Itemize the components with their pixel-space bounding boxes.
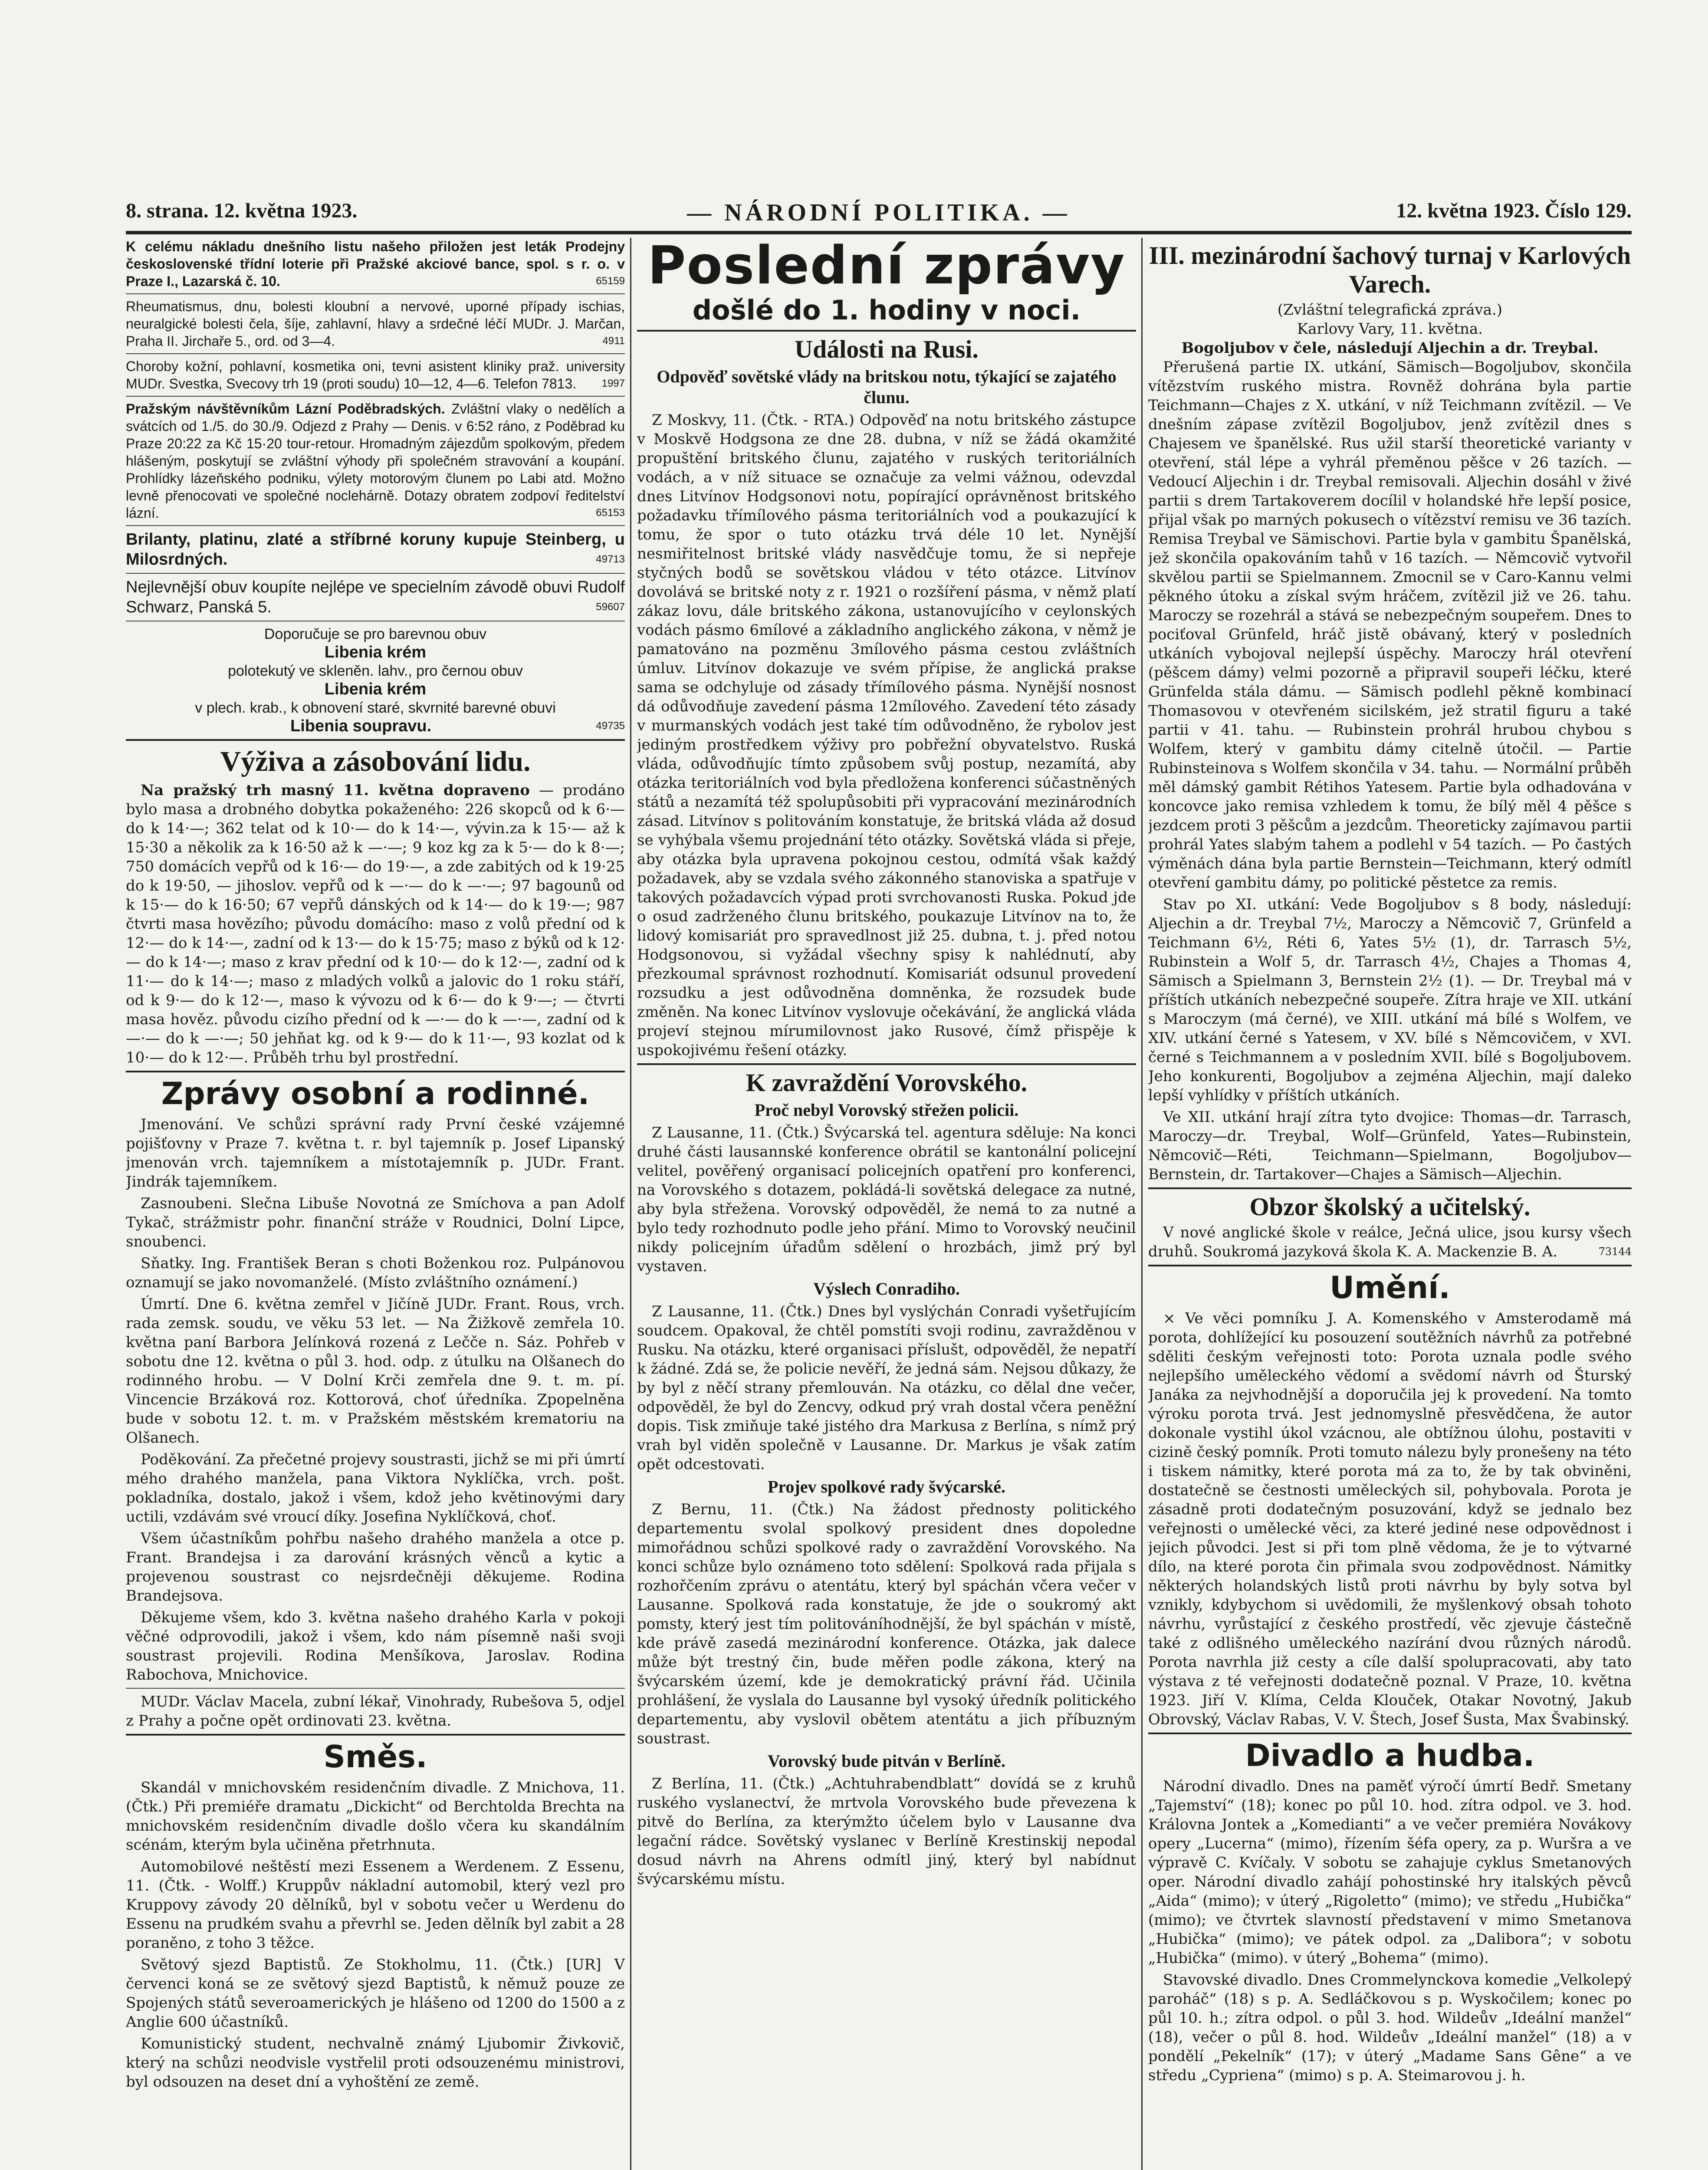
article-subtitle-vorovsky: Proč nebyl Vorovský střežen policii.	[754, 1100, 1019, 1120]
article-federal-council-body: Z Bernu, 11. (Čtk.) Na žádost přednosty politického departementu svolal spolkový president dnes dopoledne mimořádnou schůzi spolkové rady o zavraždění Vorovského. Na konci schůze bylo oznámeno toto sdělení: Spolková rada přijala s rozhořčením zprávu o atentátu, který byl spáchán včera večer v Lausanne. Spolková rada konstatuje, že jde o soukromý akt pomsty, který jest tím politováníhodnější, že byl spáchán v místě, kde právě zasedá mezinárodní konference. Otázka, jak dalece může být trestný čin, bude měřen podle zákona, který na švýcarském území, kde je demokratický právní řád. Učinila prohlášení, že vyslala do Lausanne byl vysoký úředník politického departementu, aby vyslovil obětem atentátu a jich příbuzným soustrast.	[637, 1501, 1136, 1747]
page-header	[126, 196, 1632, 234]
article-russia-body: Z Moskvy, 11. (Čtk. - RTA.) Odpověď na notu britského zástupce v Moskvě Hodgsona ze dne 28. dubna, v níž se žádá okamžité propuštění britského člunu, zajatého v ruských teritoriálních vodách, a v níž situace se označuje za velmi vážnou, odevzdal dnes Litvínov Hodgsonovi notu, popírající oprávněnost britského požadavku třímílového pásma teritoriálních vod a poukazující k tomu, že spor o tuto otázku trvá déle 10 let. Nynější nesmiřitelnost britské vlády nasvědčuje tomu, že si nepřeje styčných bodů se sovětskou vládou v této otázce. Litvínov dovolává se britské noty z r. 1921 o rozšíření pásma, v němž platí zákaz lovu, dále britského zákona, ustanovujícího v ceylonských vodách pásmo 6mílové a základního anglického zákona, v němž je pamatováno na pozměnu 3mílového pásma cestou zvláštních úmluv. Litvínov dokazuje ve svém přípise, že anglická prakse sama se odchyluje od zásady třímílového pásma. Nynější nosnost dá odůvodňuje zavedení pásma 12mílového. Zavedení této zásady v murmanských vodách jest také tím odůvodněno, že rybolov jest jediným prostředkem výživy pro pobřežní obyvatelstvo. Ruská vláda, odůvodňujíc tímto způsobem svůj postup, nezamítá, aby otázka teritoriálních vod byla předložena konferenci súčastněných států a nezamítá též spolupůsobiti při vypracování mezinárodních zásad. Litvínov s politováním konstatuje, že britská vláda až dosud se vyhýbala všemu projednání této otázky. Sovětská vláda si přeje, aby otázka byla upravena pokojnou cestou, odmítá však každý požadavek, aby se vzdala svého zákonného stanoviska a spatřuje v takových požadavcích výpad proti svrchovanosti Ruska. Pokud jde o osud zadrženého člunu britského, poukazuje Litvínov na to, že lidový komisariát pro spravedlnost již 25. dubna, t. j. před notou Hodgsonovou, si vyžádal všechny spisy k nahlédnutí, aby přezkoumal správnost rozhodnutí. Komisariát odsunul provedení rozsudku a jest odůvodněna domněnka, že rozsudek bude změněn. Na konec Litvínov vyslovuje očekávání, že anglická vláda projeví stejnou mírumilovnost jako Rusové, čímž přispěje k uspokojivému řešení otázky.	[637, 411, 1136, 1059]
article-chess-lead: Bogoljubov v čele, následují Aljechin a dr. Treybal.	[1181, 339, 1599, 357]
personal-engagements: Zasnoubeni. Slečna Libuše Novotná ze Smíchova a pan Adolf Tykač, strážmistr pohr. finanční stráže v Roudnici, Dolní Lipce, snoubenci.	[126, 1195, 625, 1250]
article-chess-dateline: Karlovy Vary, 11. května.	[1297, 320, 1483, 338]
article-meat-market: Na pražský trh masný 11. května dopraveno — prodáno bylo masa a drobného dobytka pokaženého: 226 skopců od k 6·— do k 14·—; 362 telat od k 10·— do k 14·—, vývin.za k 15·— až k 15·30 a několik za k 16·50 až k —·—; 9 koz kg za k 5·— do k 8·—; 750 domácích vepřů od k 16·— do 19·—, a zde zabitých od k 19·25 do k 19·50, — jihoslov. vepřů od k —·— do k —·—; 97 bagounů od k 15·— do k 16·50; 67 vepřů dánských od k 14·— do k 19·—; 987 čtvrti masa hovězího; původu domácího: maso z volů přední od k 12·— do k 14·—, zadní od k 13·— do k 15·75; maso z býků od k 12·— do k 14·—; maso z krav přední od k 10·— do k 12·—, zadní od k 11·— do k 14·—; maso z mladých volků a jalovic do 1 roku stáří, od k 9·— do k 12·—, maso k vývozu od k 6·— do k 9·—; — čtvrti masa hověz. původu cizího přední od k —·— do k —·—, zadní od k —·— do k —·—; 50 jehňat kg. od k 9·— do k 11·—, 93 kozlat od k 10·— do k 12·—. Průběh trhu byl prostřední.	[126, 782, 625, 1066]
header-masthead: — NÁRODNÍ POLITIKA. —	[687, 199, 1071, 226]
personal-deaths: Úmrtí. Dne 6. května zemřel v Jičíně JUDr. Frant. Rous, vrch. rada zemsk. soudu, ve věku 53 let. — Na Žižkově zemřela 10. května paní Barbora Jelínková rozená z Lečče n. Sáz. Pohřeb v sobotu dne 12. května o půl 3. hod. odp. z útulku na Olšanech do rodinného hrobu. — V Dolní Krči zemřela dne 9. t. m. pí. Vincencie Brzáková roz. Kottorová, choť úředníka. Zpopelněna bude v sobotu 12. t. m. v Pražském městském krematoriu na Olšanech.	[126, 1295, 625, 1447]
section-title-art: Umění.	[1330, 1270, 1450, 1305]
misc-item-3: Světový sjezd Baptistů. Ze Stokholmu, 11. (Čtk.) [UR] V červenci koná se ze světový sjezd Baptistů, k němuž pouze ze Spojených států severoamerických je hlášeno od 1200 do 1500 a z Anglie 600 účastníků.	[126, 1956, 625, 2031]
headline-latest-news: Poslední zprávy	[647, 238, 1126, 296]
theatre-estates: Stavovské divadlo. Dnes Crommelynckova komedie „Velkolepý paroháč“ (18) s p. A. Sedláčkovou s p. Wyskočilem; konec po půl 10. h.; zítra odpol. o půl 3. hod. Wildeův „Ideální manžel“ (18), večer o půl 8. hod. Wildeův „Ideální manžel“ (18) a v pondělí „Pekelník“ (17); v úterý „Madame Sans Gêne“ a ve středu „Cypriena“ (mimo) s p. A. Steimarovou j. h.	[1148, 1971, 1632, 2084]
article-chess-body-1: Přerušená partie IX. utkání, Sämisch—Bogoljubov, skončila vítězstvím ruského mistra. Rovněž dohrána byla partie Teichmann—Chajes z X. utkání, v níž Teichmann zvítězil. — Ve dnešním zápase zvítězil Bogoljubov, jenž zvítězil dnes s Chajesem ve španělské. Rus užil starší theoretické varianty v otevření, stál lépe a vyhrál přeměnou pěšce v 26 tazích. — Vedoucí Aljechin i dr. Treybal remisovali. Aljechin dosáhl v živé partii s drem Tartakoverem docílil v holandské hře lepší posice, přijal však po marných pokusech o vítězství remisu ve 36 tazích. Remisa Treybal ve Sämischovi. Partie byla v gambitu Španělská, jež skončila opakováním tahů v 16 tazích. — Němcovič vytvořil skvělou partii se Spielmannem. Zmocnil se v Caro-Kannu velmi pěkného útoku a získal svým hráčem, zvítězil již ve 26. tahu. Maroczy se rozehrál a stává se nebezpečným soupeřem. Dnes to pociťoval Grünfeld, hráč jistě obávaný, který v posledních utkáních vybojoval nejlepší úspěchy. Maroczy hrál otevření (pěšcem dámy) velmi pozorně a připravil soupeři léčku, které Grünfelda stála dámu. — Sämisch podlehl pěkně kombinací Thomasovou v otevřeném sicilském, jež stratil figuru a také partii v 41. tahu. — Rubinstein prohrál hrubou chybou s Wolfem, který v gambitu dámy citelně útočil. — Partie Rubinsteinova s Wolfem skončila v 34. tahu. — Normální průběh měl dámský gambit Rétihos Yatesem. Partie byla odhadována v koncovce jako remisa vzhledem k tomu, že bílý měl 4 pěšce s jezdcem proti 3 pěšcům a jezdcům. Theoreticky zajímavou partii prohrál Yates slabým tahem a podlehl v 54 tazích. — Po častých výměnách dána byla partie Bernstein—Teichmann, který odmítl otevření gambitu dámy, po politické pěstetce za remis.	[1148, 358, 1632, 891]
art-komensky-monument: × Ve věci pomníku J. A. Komenského v Amsterodamě má porota, dohlížející ku posouzení soutěžních návrhů za potřebné sděliti českým veřejnosti toto: Porota uznala podle svého nejlepšího uměleckého vědomí a svědomí návrh od Šturský Janáka za nejvhodnější a doporučila jej k provedení. Na tomto výroku porota trvá. Jest jednomyslně přesvědčena, že autor dokonale vystihl úkol vzácnou, ale obtížnou úlohu, postaviti v cizině český pomník. Proti tomuto nálezu byly pronešeny na této i tiskem námitky, které porota má za to, že by tak obviněni, dostatečně se čestnosti uměleckých sil, pohybovala. Porota je zásadně proti dodatečným posuzování, když se jednalo bez veřejnosti o umělecké věci, za které jediné nese odpovědnost i jejich původci. Jest si při tom plně vědoma, že je to výtvarné dílo, na které porota čin přimala svou zodpovědnost. Námitky některých holandských listů proti návrhu by byly sotva byl vznikly, kdybychom si uvědomili, že myšlenkový obsah tohoto návrhu, vyrůstající z českého prostředí, věc zjevuje částečně také z odlišného uměleckého nazírání dvou různých národů. Porota navrhla již cesty a cíle další spolupracovati, aby tato výstava z té veřejnosti dodatečně poznal. V Praze, 10. května 1923. Jiří V. Klíma, Celda Klouček, Otakar Novotný, Jakub Obrovský, Václav Rabas, V. V. Štech, Josef Šusta, Max Švabinský.	[1148, 1310, 1632, 1728]
column-1	[126, 238, 625, 2170]
article-chess-pairings: Ve XII. utkání hrají zítra tyto dvojice: Thomas—dr. Tarrasch, Maroczy—dr. Treybal, Wolf—Grünfeld, Yates—Rubinstein, Němcovič—Réti, Teichmann—Spielmann, Bogoljubov—Bernstein, dr. Tartakover—Chajes a Sämisch—Aljechin.	[1148, 1108, 1632, 1183]
header-issue-number: 12. května 1923. Číslo 129.	[1396, 199, 1632, 222]
personal-thanks-3: Děkujeme všem, kdo 3. května našeho drahého Karla v pokoji věčné odprovodili, jakož i všem, kdo nám písemně naši svoji soustrast projevili. Rodina Menšíkova, Jaroslav. Rodina Rabochova, Mnichovice.	[126, 1609, 625, 1683]
article-vorovsky-body: Z Lausanne, 11. (Čtk.) Švýcarská tel. agentura sděluje: Na konci druhé části lausannské konference obrátil se kantonální policejní velitel, pověřený organisací policejních opatření pro konferenci, na Vorovského s dotazem, pokládá-li sovětská delegace za nutné, aby byla střežena. Vorovský odpověděl, že nemá to za nutné a bylo tedy rozhodnuto podle jeho přání. Mimo to Vorovský neučinil nikdy policejním úřadům sdělení o hrozbách, jimž prý byl vystaven.	[637, 1124, 1136, 1275]
ad-libenia-cream: Doporučuje se pro barevnou obuv Libenia krém polotekutý ve skleněn. lahv., pro černou obuv Libenia krém v plech. krab., k obnovení staré, skvrnité barevné obuvi Libenia soupravu. 49735	[195, 626, 625, 735]
personal-marriages: Sňatky. Ing. František Beran s choti Boženkou roz. Pulpánovou oznamují se jako novomanželé. (Místo zvláštního oznámení.)	[126, 1255, 625, 1291]
ad-skin-diseases: Choroby kožní, pohlavní, kosmetika oni, tevni asistent kliniky praž. university MUDr. Svestka, Svecovy trh 19 (proti soudu) 10—12, 4—6. Telefon 7813. 1997	[126, 358, 625, 391]
article-chess-standings: Stav po XI. utkání: Vede Bogoljubov s 8 body, následují: Aljechin a dr. Treybal 7½, Maroczy a Němcovič 7, Grünfeld a Teichmann 6½, Réti 6, Yates 5½ (1), dr. Tarrasch 5½, Rubinstein a Wolf 5, dr. Tarrasch 4½, Chajes a Thomas 4, Sämisch a Spielmann 3, Bernstein 2½ (1). — Dr. Treybal má v příštích utkáních nebezpečné soupeře. Zítra hraje ve XII. utkání s Maroczym (má černé), ve XIII. utkání má bílé s Wolfem, ve XIV. utkání černé s Yatesem, v XV. bílé s Němcovičem, v XVI. černé s Teichmannem a v posledním XVII. bílé s Bogoljubovem. Jeho konkurenti, Bogoljubov a zejména Aljechin, mají daleko lepší vyhlídky v příštích utkáních.	[1148, 896, 1632, 1104]
article-conradi-body: Z Lausanne, 11. (Čtk.) Dnes byl vyslýchán Conradi vyšetřujícím soudcem. Opakoval, že chtěl pomstíti svoji rodinu, zavražděnou v Rusku. Na otázku, které organisaci příslušt, odpověděl, že nepatří k žádné. Zdá se, že policie nevěří, že jedná sám. Nejsou důkazy, že by byl z něčí strany přemlouván. Na otázku, co dělal dne večer, odpověděl, že byl do Zencvy, odkud prý vrah dostal včera peněžní dopis. Tisk zmiňuje také jistého dra Markusa z Berlína, s nímž prý vrah byl viděn společně v Lausanne. Dr. Markus je však zatím opět odcestovati.	[637, 1303, 1136, 1473]
section-title-miscellany: Směs.	[323, 1739, 427, 1775]
column-2	[637, 238, 1136, 2170]
article-chess-source: (Zvláštní telegrafická zpráva.)	[1277, 301, 1503, 319]
ad-lottery: K celému nákladu dnešního listu našeho přiložen jest leták Prodejny československé třídní loterie při Pražské akciové bance, spol. s r. o. v Praze I., Lazarská č. 10. 65159	[126, 239, 625, 289]
article-title-vorovsky: K zavraždění Vorovského.	[746, 1069, 1028, 1097]
section-title-personal-news: Zprávy osobní a rodinné.	[161, 1076, 590, 1111]
section-title-schools: Obzor školský a učitelský.	[1249, 1193, 1531, 1221]
article-subtitle-russia: Odpověď sovětské vlády na britskou notu, týkající se zajatého člunu.	[657, 367, 1117, 407]
section-title-food-supply: Výživa a zásobování lidu.	[220, 746, 531, 777]
article-subtitle-federal-council: Projev spolkové rady švýcarské.	[767, 1477, 1006, 1496]
article-subtitle-conradi: Výslech Conradiho.	[813, 1279, 960, 1299]
schools-notice: V nové anglické škole v reálce, Ječná ulice, jsou kursy všech druhů. Soukromá jazyková škola K. A. Mackenzie B. A. 73144	[1148, 1224, 1632, 1260]
article-autopsy-body: Z Berlína, 11. (Čtk.) „Achtuhrabendblatt“ dovídá se z kruhů ruského vyslanectví, že mrtvola Vorovského bude převezena k pitvě do Berlína, za kterýmžto účelem bylo v Lausanne dva legační rádce. Sovětský vyslanec v Berlíně Krestinskij nepodal dosud návrh na Ahrens odmítl jiný, který byl nabídnut švýcarskému místu.	[637, 1775, 1136, 1888]
theatre-national: Národní divadlo. Dnes na paměť výročí úmrtí Bedř. Smetany „Tajemství“ (18); konec po půl 10. hod. zítra odpol. ve 3. hod. Královna Jontek a „Komedianti“ a ve večer premiéra Novákovy opery „Lucerna“ (mimo), řízením šéfa opery, za p. Wuršra a ve výpravě C. Kvíčaly. V sobotu se zahajuje cyklus Smetanových oper. Národní divadlo zahájí pohostinské hry italských pěvců „Aida“ (mimo); v úterý „Rigoletto“ (mimo); ve středu „Hubička“ (mimo); ve čtvrtek slavností představení v mimo Smetanova „Hubička“ (mimo); ve pátek odpol. za „Dalibora“; v sobotu „Hubička“ (mimo). v úterý „Bohema“ (mimo).	[1148, 1778, 1632, 1967]
personal-thanks-2: Všem účastníkům pohřbu našeho drahého manžela a otce p. Frant. Brandejsa i za darování krásných věnců a kytic a projevenou soustrast co nejsrdečněji děkujeme. Rodina Brandejsova.	[126, 1530, 625, 1604]
ad-jewellery: Brilanty, platinu, zlaté a stříbrné koruny kupuje Steinberg, u Milosrdných. 49713	[126, 530, 625, 569]
article-subtitle-autopsy: Vorovský bude pitván v Berlíně.	[768, 1751, 1005, 1771]
article-title-chess: III. mezinárodní šachový turnaj v Karlových Varech.	[1149, 241, 1631, 298]
misc-item-4: Komunistický student, nechvalně známý Ljubomir Živkovič, který na schůzi neodvisle vystřelil proti odsouzenému ministrovi, byl odsouzen na deset dní a vyhoštění ze země.	[126, 2035, 625, 2091]
column-3	[1148, 238, 1632, 2170]
ad-rheumatism: Rheumatismus, dnu, bolesti kloubní a nervové, uporné případy ischias, neuralgické bolesti čela, šíje, zahlavní, hlavy a srdečné léčí MUDr. J. Marčan, Praha II. Jirchaře 5., ord. od 3—4. 4911	[126, 299, 625, 349]
header-page-date: 8. strana. 12. května 1923.	[126, 199, 358, 222]
section-title-theatre-music: Divadlo a hudba.	[1245, 1738, 1535, 1773]
headline-latest-news-sub: došlé do 1. hodiny v noci.	[692, 294, 1081, 326]
ad-podebrady-spa: Pražským návštěvníkům Lázní Poděbradských. Zvláštní vlaky o nedělích a svátcích od 1./5. do 30./9. Odjezd z Prahy — Denis. v 6:52 ráno, z Poděbrad ku Praze 20:22 za Kč 15·20 tour-retour. Hromadným zájezdům spolkovým, předem hlášeným, poskytují se zvláštní výhody při společném stravování a koupání. Prohlídky lázeňského podniku, výlety motorovým člunem po Labi atd. Možno levně přenocovati ve společné noclehárně. Dotazy obratem zodpoví ředitelství lázní. 65153	[126, 401, 625, 521]
personal-thanks-1: Poděkování. Za přečetné projevy soustrasti, jichž se mi při úmrtí mého drahého manžela, pana Viktora Nyklíčka, vrch. pošt. pokladníka, dostalo, jakož i všem, kdož jeho květinovými dary uctili, vzdávám své vroucí díky. Josefina Nyklíčková, choť.	[126, 1451, 625, 1526]
column-divider	[630, 238, 631, 2170]
column-divider	[1141, 238, 1143, 2170]
ad-shoes: Nejlevnější obuv koupíte nejlépe ve specielním závodě obuvi Rudolf Schwarz, Panská 5. 59607	[126, 578, 625, 616]
misc-item-2: Automobilové neštěstí mezi Essenem a Werdenem. Z Essenu, 11. (Čtk. - Wolff.) Kruppův nákladní automobil, který vezl pro Kruppovy závody 20 dělníků, byl v sobotu večer u Werdenu do Essenu na prudkém svahu a převrhl se. Jeden dělník byl zabit a 28 poraněno, z toho 3 těžce.	[126, 1858, 625, 1952]
misc-item-1: Skandál v mnichovském residenčním divadle. Z Mnichova, 11. (Čtk.) Při premiéře dramatu „Dickicht“ od Berchtolda Brechta na mnichovském residenčním divadle došlo včera ku skandálním scénám, kterým byla učiněna přetrhnuta.	[126, 1779, 625, 1854]
personal-appointments: Jmenování. Ve schůzi správní rady První české vzájemné pojišťovny v Praze 7. května t. r. byl tajemník p. Josef Lipanský jmenován vrch. tajemníkem a místotajemník p. JUDr. Frant. Jindrák tajemníkem.	[126, 1116, 625, 1190]
notice-dentist: MUDr. Václav Macela, zubní lékař, Vinohrady, Rubešova 5, odjel z Prahy a počne opět ordinovati 23. května.	[126, 1693, 625, 1729]
article-title-russia: Události na Rusi.	[795, 335, 979, 363]
